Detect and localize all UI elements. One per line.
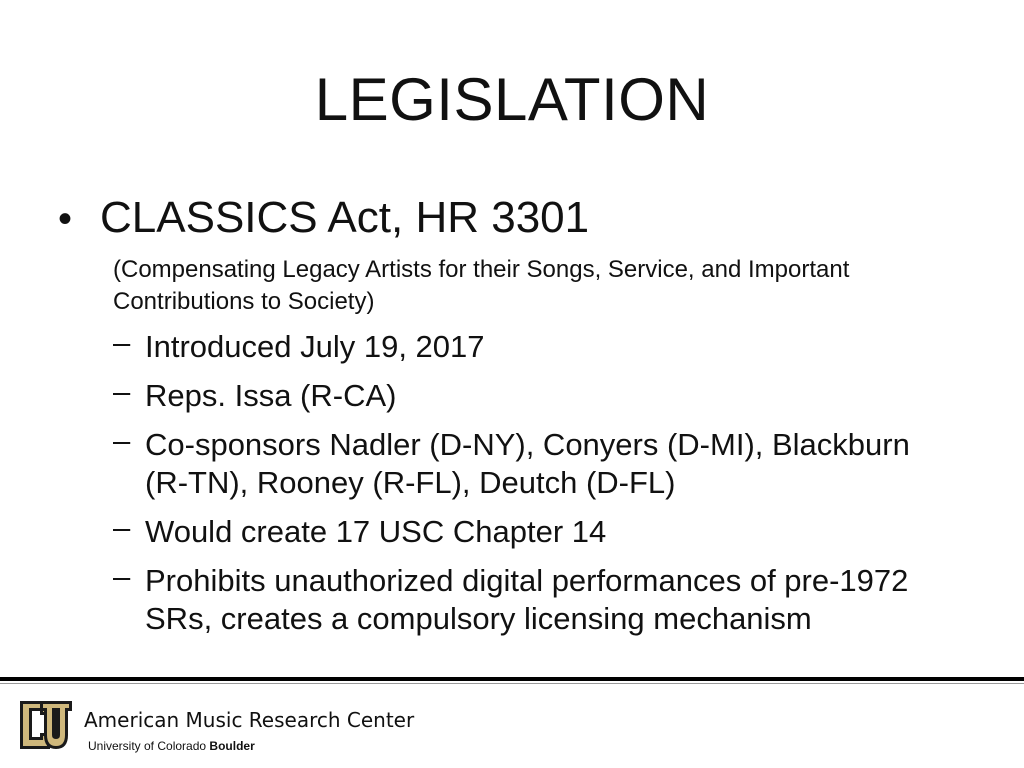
dash-symbol: –	[113, 374, 131, 409]
dash-symbol: –	[113, 510, 131, 545]
sub-bullet-text: Would create 17 USC Chapter 14	[145, 514, 607, 549]
org-name: American Music Research Center	[84, 708, 415, 732]
footer-divider-thin	[0, 683, 1024, 684]
sub-bullet-item	[113, 374, 933, 415]
bullet-symbol: •	[58, 197, 73, 241]
sub-bullet-text: Introduced July 19, 2017	[145, 329, 485, 364]
sub-bullet-text: Co-sponsors Nadler (D-NY), Conyers (D-MI), Blackburn (R-TN), Rooney (R-FL), Deutch (D-FL)	[145, 427, 910, 500]
university-name	[88, 738, 255, 754]
dash-symbol: –	[113, 423, 131, 458]
sub-bullet-list	[113, 325, 933, 649]
sub-bullet-item	[113, 559, 933, 638]
sub-bullet-item	[113, 423, 933, 502]
main-bullet-text: CLASSICS Act, HR 3301	[100, 193, 590, 242]
sub-bullet-text: Reps. Issa (R-CA)	[145, 378, 397, 413]
main-bullet	[58, 192, 589, 245]
footer-divider	[0, 677, 1024, 681]
sub-bullet-item	[113, 510, 933, 551]
university-campus: Boulder	[209, 739, 255, 753]
sub-bullet-text: Prohibits unauthorized digital performances of pre-1972 SRs, creates a compulsory licensing mechanism	[145, 563, 909, 636]
university-prefix: University of Colorado	[88, 739, 207, 753]
bill-name-description: (Compensating Legacy Artists for their Songs, Service, and Important Contributions to Society)	[113, 256, 850, 315]
dash-symbol: –	[113, 559, 131, 594]
cu-logo-icon	[16, 697, 74, 753]
dash-symbol: –	[113, 325, 131, 360]
slide-title: LEGISLATION	[314, 66, 710, 133]
sub-bullet-item	[113, 325, 933, 366]
